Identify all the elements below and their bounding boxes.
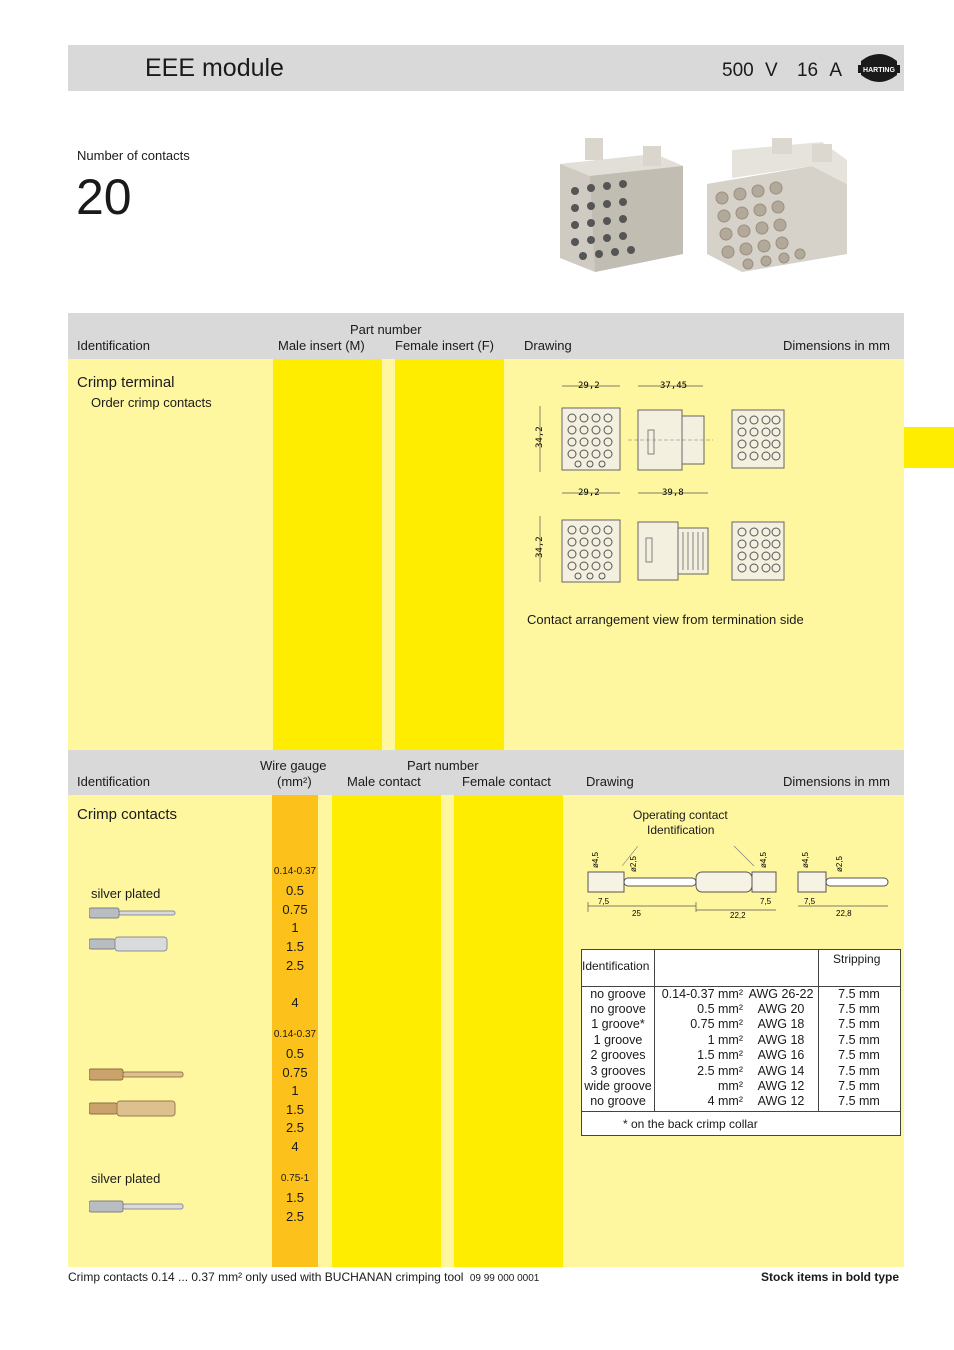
svg-text:34,2: 34,2	[535, 536, 545, 558]
gauge-2-0: 0.14-0.37	[273, 1029, 317, 1040]
silver-label-1: silver plated	[91, 886, 161, 901]
gauge-3-1: 1.5	[285, 1190, 305, 1205]
gauge-1-3: 1	[291, 920, 299, 935]
table2-part-number: Part number	[407, 758, 479, 773]
silver-label-2: silver plated	[91, 1171, 161, 1186]
gauge-1-2: 0.75	[282, 902, 308, 917]
gauge-1-6: 4	[291, 995, 299, 1010]
svg-text:7,5: 7,5	[760, 897, 772, 906]
table2-col-female: Female contact	[462, 774, 551, 789]
table1-row-title: Crimp terminal	[77, 374, 175, 391]
svg-text:7,5: 7,5	[804, 897, 816, 906]
male-insert-photo	[555, 136, 685, 274]
gauge-2-1: 0.5	[285, 1046, 305, 1061]
current: 16	[796, 60, 819, 81]
table1-part-number: Part number	[350, 322, 422, 337]
gauge-1-0: 0.14-0.37	[273, 866, 317, 877]
gauge-2-2: 0.75	[282, 1065, 308, 1080]
female-insert-photo	[702, 136, 852, 274]
op-contact-line1: Operating contact	[633, 808, 728, 822]
gold-male-contact-image	[89, 1065, 185, 1083]
ident-table-head-identification: Identification	[582, 959, 650, 973]
svg-text:HARTING: HARTING	[863, 67, 895, 74]
gauge-2-3: 1	[291, 1083, 299, 1098]
page-title: EEE module	[145, 54, 284, 82]
svg-text:34,2: 34,2	[535, 426, 545, 448]
table1-col-female: Female insert (F)	[395, 338, 494, 353]
gold-female-contact-image	[89, 1098, 177, 1118]
silver-male-contact-image-2	[89, 1197, 185, 1215]
harting-logo	[858, 49, 900, 87]
table2-row-title: Crimp contacts	[77, 806, 178, 823]
silver-male-contact-image	[89, 905, 177, 921]
current-unit: A	[829, 60, 843, 81]
table1-ident-cell	[68, 359, 259, 750]
insert-drawings	[528, 376, 798, 591]
ident-table-footnote: * on the back crimp collar	[623, 1117, 758, 1131]
rating	[722, 60, 842, 82]
svg-text:22,8: 22,8	[836, 909, 852, 918]
gauge-2-4: 1.5	[285, 1102, 305, 1117]
table1-col-identification: Identification	[77, 338, 150, 353]
contact-drawing	[584, 842, 894, 922]
footer-note: Crimp contacts 0.14 ... 0.37 mm² only used with BUCHANAN crimping tool 09 99 000 0001	[68, 1270, 540, 1284]
table2-wire-gauge: Wire gauge	[260, 758, 327, 773]
svg-text:ø4,5: ø4,5	[801, 851, 810, 868]
table2-col-drawing: Drawing	[586, 774, 634, 789]
svg-text:ø4,5: ø4,5	[591, 851, 600, 868]
table2-wire-unit: (mm²)	[277, 774, 312, 789]
drawing-caption: Contact arrangement view from termination side	[527, 612, 804, 627]
gauge-1-5: 2.5	[285, 958, 305, 973]
table1-col-dimensions: Dimensions in mm	[783, 338, 890, 353]
svg-text:ø4,5: ø4,5	[759, 851, 768, 868]
table2-col-dimensions: Dimensions in mm	[783, 774, 890, 789]
gauge-1-4: 1.5	[285, 939, 305, 954]
ident-table-head-stripping: Stripping	[833, 952, 881, 966]
gauge-2-5: 2.5	[285, 1120, 305, 1135]
svg-text:29,2: 29,2	[578, 381, 600, 391]
svg-text:39,8: 39,8	[662, 488, 684, 498]
table1-female-cell	[395, 359, 504, 750]
contacts-count: 20	[76, 169, 132, 225]
table1-col-drawing: Drawing	[524, 338, 572, 353]
table2-col-male: Male contact	[347, 774, 421, 789]
svg-text:22,2: 22,2	[730, 911, 746, 920]
svg-text:25: 25	[632, 909, 641, 918]
silver-female-contact-image	[89, 935, 169, 953]
contacts-label: Number of contacts	[77, 148, 190, 163]
svg-text:ø2,5: ø2,5	[629, 855, 638, 872]
footer-stock-note: Stock items in bold type	[761, 1270, 900, 1284]
table2-female-cell	[454, 795, 563, 1267]
gauge-2-6: 4	[291, 1139, 299, 1154]
svg-text:37,45: 37,45	[660, 381, 688, 391]
table2-male-cell	[332, 795, 441, 1267]
svg-text:7,5: 7,5	[598, 897, 610, 906]
svg-text:ø2,5: ø2,5	[835, 855, 844, 872]
gauge-1-1: 0.5	[285, 883, 305, 898]
voltage: 500	[722, 60, 754, 81]
op-contact-line2: Identification	[647, 823, 715, 837]
catalog-page: EEE module 500 V 16 A HARTING Number of contacts 20 Part number Identification Male insert (M) Female insert (F) Drawing Dimensions in mm Crimp terminal Order crimp contacts 29,2 34,2 37,45 29,2 34,2 39,8 Contact arrangement view from termination side Wire gauge Part number Identification (mm²) Male contact Female contact Drawing Dimensions in mm Crimp contacts silver plated silver plated 0.14-0.37 0.5 0.75 1 1.5 2.5 4 0.14-0.37 0.5 0.75 1 1.5 2.5 4 0.75-1 1.5 2.5 Operating contact Identification ø4,5 ø2,5 7,5 25 ø4,5 22,2 7,5 ø4,5 ø2,5 7,5 22,8 Identification Stripping no groove 0.14-0.37 mm² AWG 26-22 7.5 mm no groove 0.5 mm² AWG 20 7.5 mm 1 groove* 0.75 mm² AWG 18 7.5 mm 1 groove 1 mm² AWG 18 7.5 mm 2 grooves 1.5 mm² AWG 16 7.5 mm 3 grooves 2.5 mm² AWG 14 7.5 mm wide groove mm² AWG 12 7.5 mm no groove 4 mm² AWG 12 7.5 mm * on the back crimp collar Crimp contacts 0.14 ... 0.37 mm² only used with BUCHANAN crimping tool 09 99 000 0001 Stock items in bold type	[0, 0, 954, 1350]
ident-table-foot-divider	[581, 1111, 900, 1112]
svg-text:29,2: 29,2	[578, 488, 600, 498]
table1-row-subtitle: Order crimp contacts	[91, 395, 212, 410]
gauge-3-2: 2.5	[285, 1209, 305, 1224]
table2-col-identification: Identification	[77, 774, 150, 789]
voltage-unit: V	[764, 60, 778, 81]
gauge-3-0: 0.75-1	[280, 1173, 310, 1184]
table1-col-male: Male insert (M)	[278, 338, 365, 353]
table1-male-cell	[273, 359, 382, 750]
section-tab	[904, 427, 954, 468]
